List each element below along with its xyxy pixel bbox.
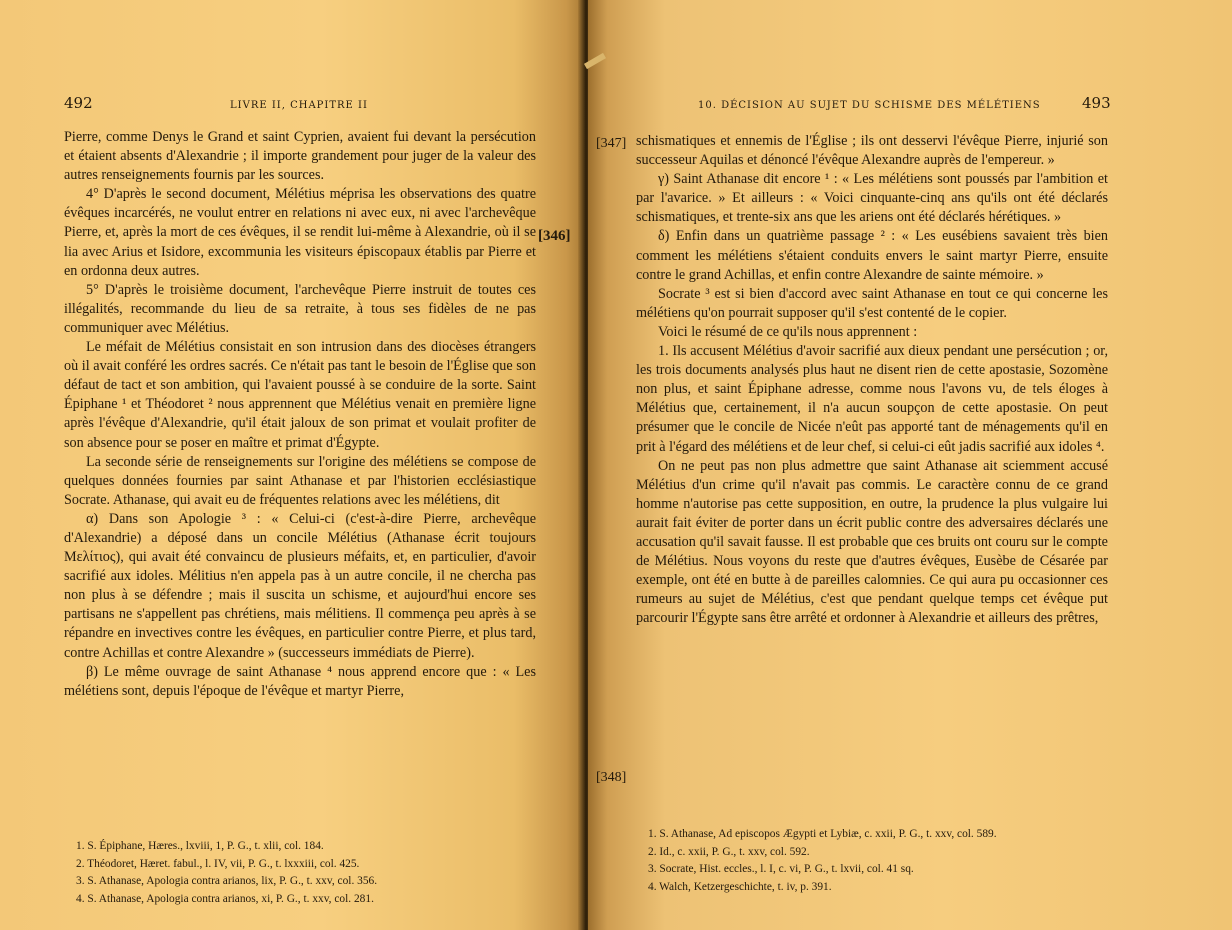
paragraph: schismatiques et ennemis de l'Église ; ils ont desservi l'évêque Pierre, injurié son successeur Aquilas et dénoncé l'évêque Alexandre auprès de l'empereur. » <box>636 133 1108 169</box>
footnote: 3. S. Athanase, Apologia contra arianos, lix, P. G., t. xxv, col. 356. <box>76 875 378 888</box>
footnote: 1. S. Épiphane, Hæres., lxviii, 1, P. G., t. xlii, col. 184. <box>76 840 324 852</box>
paragraph: On ne peut pas non plus admettre que saint Athanase ait sciemment accusé Mélétius d'un crime qu'il n'avait pas commis. Le caractère connu de ce grand homme n'autorise pas cette supposition, en outre, la prudence la plus vulgaire lui aurait fait éviter de porter dans un écrit public contre des adversaires déclarés une accusation qu'il savait fausse. Il est probable que ces bruits ont couru sur le compte de Mélétius. Nous voyons du reste que d'autres évêques, Eusèbe de Césarée par exemple, ont été en butte à de pareilles calomnies. Ce qui aura pu occasionner ces rumeurs au sujet de Mélétius, c'est que pendant quelque temps cet évêque put parcourir l'Égypte sans être arrêté et ordonner à Alexandrie et ailleurs des prêtres, <box>636 457 1108 627</box>
left-body-text <box>64 128 536 701</box>
paragraph: Le méfait de Mélétius consistait en son intrusion dans des diocèses étrangers où il avait conféré les ordres sacrés. Ce n'était pas tant le besoin de l'Église que son défaut de tact et son ambition, qui l'avaient poussé à se conduire de la sorte. Saint Épiphane ¹ et Théodoret ² nous apprennent que Mélétius venait en première ligne après l'évêque d'Alexandrie, qu'il était jaloux de son primat et voulait profiter de son absence pour se poser en maître et primat d'Égypte. <box>64 339 536 451</box>
paragraph: Voici le résumé de ce qu'ils nous apprennent : <box>658 323 918 340</box>
footnote: 3. Socrate, Hist. eccles., l. I, c. vi, P. G., t. lxvii, col. 41 sq. <box>648 863 914 876</box>
paragraph: 5° D'après le troisième document, l'archevêque Pierre instruit de toutes ces illégalités, recommande du lieu de sa retraite, à tous ses fidèles de ne pas communiquer avec Mélétius. <box>64 281 536 336</box>
running-head-right: 10. DÉCISION AU SUJET DU SCHISME DES MÉLÉTIENS <box>698 100 1041 111</box>
footnote: 4. S. Athanase, Apologia contra arianos, xi, P. G., t. xxv, col. 281. <box>76 892 374 905</box>
left-footnotes <box>64 838 536 908</box>
page-number-left: 492 <box>64 94 93 112</box>
paragraph: Socrate ³ est si bien d'accord avec saint Athanase en tout ce qui concerne les mélétiens qu'on pourrait supposer qu'il s'est contenté de le copier. <box>636 285 1108 321</box>
paragraph: La seconde série de renseignements sur l'origine des mélétiens se compose de quelques données fournies par saint Athanase et par l'historien ecclésiastique Socrate. Athanase, qui avait eu de fréquentes relations avec les mélétiens, dit <box>64 453 536 508</box>
paragraph: β) Le même ouvrage de saint Athanase ⁴ nous apprend encore que : « Les mélétiens sont, depuis l'époque de l'évêque et martyr Pierre, <box>64 663 536 699</box>
paragraph: α) Dans son Apologie ³ : « Celui-ci (c'est-à-dire Pierre, archevêque d'Alexandrie) a déposé dans un concile Mélétius (Athanase écrit toujours Μελίτιος), qui avait été convaincu de plusieurs méfaits, et, en particulier, d'avoir sacrifié aux idoles. Mélitius n'en appela pas à un autre concile, il ne chercha pas non plus à se défendre ; mais il suscita un schisme, et aujourd'hui encore ses partisans ne s'appellent pas chrétiens, mais mélitiens. Il commença peu après à se répandre en invectives contre les évêques, en particulier contre Pierre, et plus tard, contre Achillas et contre Alexandre » (successeurs immédiats de Pierre). <box>64 510 536 661</box>
paragraph: 4° D'après le second document, Mélétius méprisa les observations des quatre évêques incarcérés, ne voulut entrer en relations ni avec eux, ni avec l'archevêque Pierre, et, après la mort de ces évêques, il se rendit lui-même à Alexandrie, où il se lia avec Arius et Isidore, excommunia les visiteurs épiscopaux établis par Pierre et en ordonna deux autres. <box>64 186 536 279</box>
paragraph: γ) Saint Athanase dit encore ¹ : « Les mélétiens sont poussés par l'ambition et par l'avarice. » Et ailleurs : « Voici cinquante-cinq ans qu'ils ont été déclarés schismatiques, et trente-six ans que les ariens ont été déclarés hérétiques. » <box>636 171 1108 226</box>
paragraph: Pierre, comme Denys le Grand et saint Cyprien, avaient fui devant la persécution et étaient absents d'Alexandrie ; il importe grandement pour juger de la valeur des autres renseignements fournis par les sources. <box>64 129 536 184</box>
right-footnotes <box>636 826 1108 896</box>
footnote: 4. Walch, Ketzergeschichte, t. iv, p. 391. <box>648 880 832 893</box>
left-page <box>0 0 584 930</box>
margin-page-marker: [347] <box>596 136 627 151</box>
right-body-text <box>636 132 1108 628</box>
running-head-left: LIVRE II, CHAPITRE II <box>230 100 368 111</box>
footnote: 2. Théodoret, Hæret. fabul., l. IV, vii, P. G., t. lxxxiii, col. 425. <box>76 857 360 870</box>
paragraph: 1. Ils accusent Mélétius d'avoir sacrifié aux dieux pendant une persécution ; or, les trois documents analysés plus haut ne disent rien de cette apostasie, Sozomène non plus, et saint Épiphane adresse, comme nous l'avons vu, de tels éloges à Mélétius que, certainement, il n'a aucun soupçon de cette apostasie. On peut présumer que le concile de Nicée n'eût pas apporté tant de ménagements qu'il en prit à l'égard des mélétiens et de leur chef, si celui-ci eût jadis sacrifié aux idoles ⁴. <box>636 343 1108 455</box>
paragraph: δ) Enfin dans un quatrième passage ² : « Les eusébiens savaient très bien comment les mélétiens s'étaient conduits envers le saint martyr Pierre, ensuite contre le grand Achillas, et enfin contre Alexandre de sainte mémoire. » <box>636 228 1108 283</box>
margin-page-marker: [348] <box>596 770 627 785</box>
right-page <box>588 0 1232 930</box>
footnote: 1. S. Athanase, Ad episcopos Ægypti et Lybiæ, c. xxii, P. G., t. xxv, col. 589. <box>648 828 997 840</box>
page-number-right: 493 <box>1082 94 1111 112</box>
footnote: 2. Id., c. xxii, P. G., t. xxv, col. 592. <box>648 845 810 858</box>
margin-page-marker: [346] <box>538 228 571 244</box>
